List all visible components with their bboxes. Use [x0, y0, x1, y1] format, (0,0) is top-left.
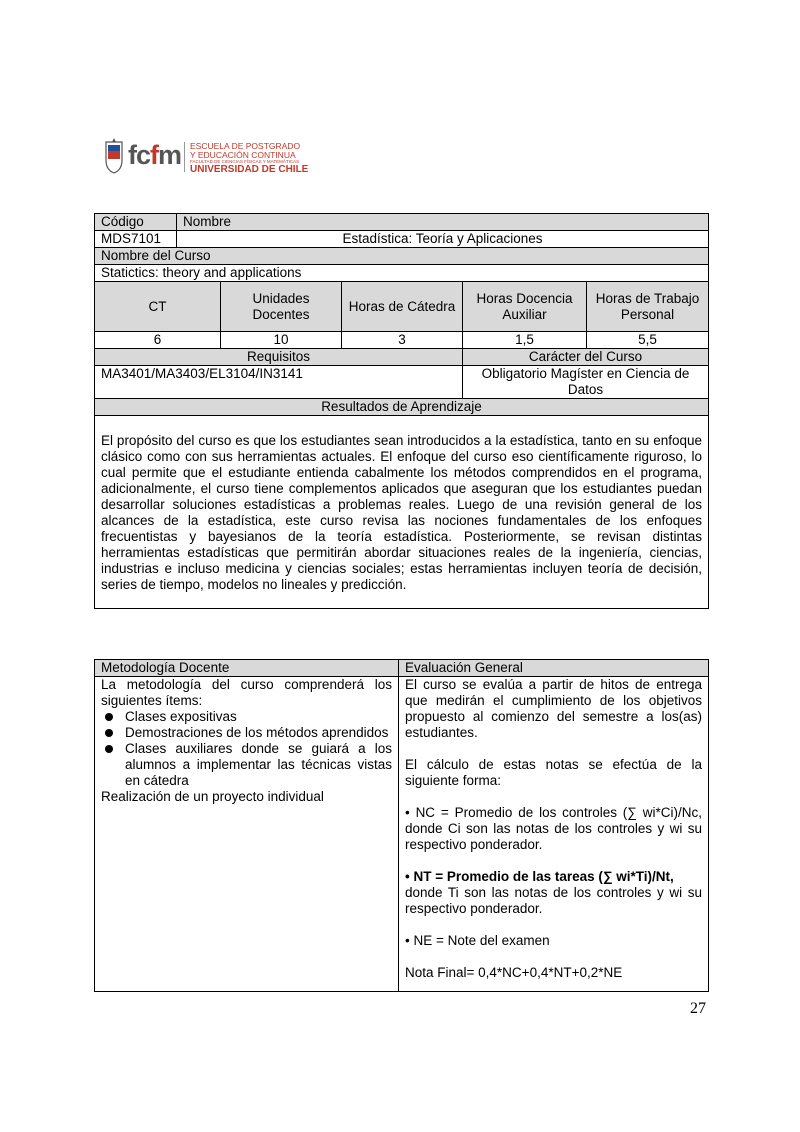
- evaluacion-label: Evaluación General: [399, 660, 709, 677]
- evaluacion-nc: • NC = Promedio de los controles (∑ wi*Ci)/Nc, donde Ci son las notas de los controles y wi su respectivo ponderador.: [405, 805, 702, 852]
- metodologia-label: Metodología Docente: [95, 660, 399, 677]
- logo-line-2: Y EDUCACIÓN CONTINUA: [190, 150, 296, 160]
- caracter-label: Carácter del Curso: [463, 349, 709, 366]
- methodology-evaluation-table: [94, 659, 709, 992]
- logo-divider: [184, 142, 185, 172]
- logo-mark: fcfm: [128, 140, 182, 170]
- requisitos-label: Requisitos: [95, 349, 463, 366]
- nombre-curso-label: Nombre del Curso: [95, 248, 709, 265]
- caracter-value: Obligatorio Magíster en Ciencia de Datos: [463, 366, 709, 399]
- course-info-table: [94, 213, 709, 609]
- evaluacion-p1: El curso se evalúa a partir de hitos de entrega que medirán el cumplimiento de los objetivos propuesto al comienzo del semestre a los(as) estudiantes.: [405, 677, 702, 740]
- metodologia-closing: Realización de un proyecto individual: [101, 789, 324, 804]
- list-item: Clases auxiliares donde se guiará a los alumnos a implementar las técnicas vistas en cátedra: [101, 741, 392, 789]
- nombre-label: Nombre: [177, 214, 709, 231]
- list-item: Demostraciones de los métodos aprendidos: [101, 725, 392, 741]
- bullet-icon: [105, 713, 113, 721]
- evaluacion-p2: El cálculo de estas notas se efectúa de la siguiente forma:: [405, 757, 702, 788]
- metodologia-cell: [95, 677, 399, 992]
- evaluacion-final: Nota Final= 0,4*NC+0,4*NT+0,2*NE: [405, 965, 623, 980]
- school-logo: [104, 138, 314, 178]
- metodologia-intro: La metodología del curso comprenderá los siguientes ítems:: [101, 677, 392, 708]
- codigo-label: Código: [95, 214, 177, 231]
- bullet-icon: [105, 745, 113, 753]
- evaluacion-nt: • NT = Promedio de las tareas (∑ wi*Ti)/Nt,: [405, 869, 674, 884]
- value-ct: 6: [95, 332, 221, 349]
- header-ct: CT: [95, 282, 221, 332]
- evaluacion-cell: [399, 677, 709, 992]
- value-horas-catedra: 3: [342, 332, 463, 349]
- metodologia-list: [101, 709, 392, 789]
- bullet-icon: [105, 729, 113, 737]
- list-item: Clases expositivas: [101, 709, 392, 725]
- value-horas-trabajo-personal: 5,5: [587, 332, 709, 349]
- evaluacion-ne: • NE = Note del examen: [405, 933, 550, 948]
- logo-line-1: ESCUELA DE POSTGRADO: [190, 141, 301, 151]
- resultados-text: El propósito del curso es que los estudiantes sean introducidos a la estadística, tanto en su enfoque clásico como con sus herramientas actuales. El enfoque del curso eso científicamente riguroso, lo cual permite que el estudiante entienda cabalmente los métodos comprendidos en el programa, adicionalmente, el curso tiene complementos aplicados que aseguran que los estudiantes puedan desarrollar soluciones estadísticas a problemas reales. Luego de una revisión general de los alcances de la estadística, este curso revisa las nociones fundamentales de los enfoques frecuentistas y bayesianos de la teoría estadística. Posteriormente, se revisan distintas herramientas estadísticas que permitirán abordar situaciones reales de la ingeniería, ciencias, industrias e incluso medicina y ciencias sociales; estas herramientas incluyen teoría de decisión, series de tiempo, modelos no lineales y predicción.: [95, 416, 709, 609]
- logo-line-4: UNIVERSIDAD DE CHILE: [190, 164, 309, 175]
- header-unidades-docentes: Unidades Docentes: [221, 282, 342, 332]
- header-horas-docencia-auxiliar: Horas Docencia Auxiliar: [463, 282, 587, 332]
- course-code: MDS7101: [95, 231, 177, 248]
- requisitos-value: MA3401/MA3403/EL3104/IN3141: [95, 366, 463, 399]
- header-horas-trabajo-personal: Horas de Trabajo Personal: [587, 282, 709, 332]
- university-shield-icon: [104, 138, 124, 174]
- logo-line-3: FACULTAD DE CIENCIAS FÍSICAS Y MATEMÁTICAS: [190, 159, 300, 164]
- value-unidades-docentes: 10: [221, 332, 342, 349]
- course-name: Estadística: Teoría y Aplicaciones: [177, 231, 709, 248]
- header-horas-catedra: Horas de Cátedra: [342, 282, 463, 332]
- value-horas-docencia-auxiliar: 1,5: [463, 332, 587, 349]
- page-number: 27: [690, 1000, 706, 1017]
- resultados-label: Resultados de Aprendizaje: [95, 399, 709, 416]
- course-english-name: Statictics: theory and applications: [95, 265, 709, 282]
- evaluacion-nt-detail: donde Ti son las notas de los controles y wi su respectivo ponderador.: [405, 885, 702, 916]
